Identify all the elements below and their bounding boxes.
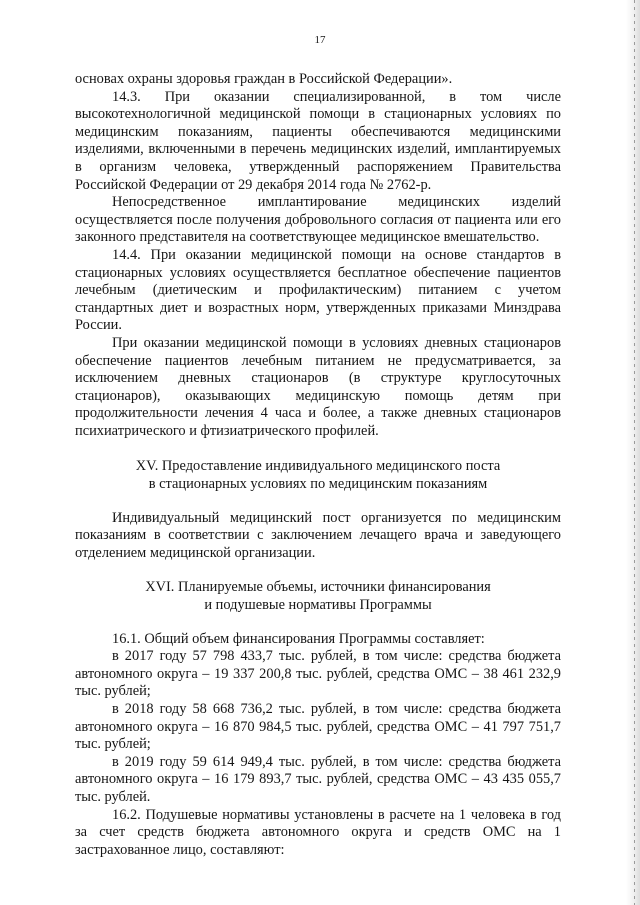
paragraph-14-3: 14.3. При оказании специализированной, в том числе высокотехнологичной медицинской помощи в стационарных условиях по медицинским показаниям, пациенты обеспечиваются медицинскими изделиями, включенными в перечень медицинских изделий, имплантируемых в организм человека, утвержденный распоряжением Правительства Российской Федерации от 29 декабря 2014 года № 2762-р.	[75, 88, 561, 193]
scan-edge	[626, 0, 640, 905]
page-number: 17	[314, 34, 326, 46]
paragraph-2017-funding: в 2017 году 57 798 433,7 тыс. рублей, в том числе: средства бюджета автономного округа – 19 337 200,8 тыс. рублей, средства ОМС – 38 461 232,9 тыс. рублей;	[75, 648, 561, 700]
paragraph-continuation: основах охраны здоровья граждан в Российской Федерации».	[75, 71, 453, 87]
paragraph-implant-consent: Непосредственное имплантирование медицинских изделий осуществляется после получения добровольного согласия от пациента или его законного представителя на соответствующее медицинское вмешательство.	[75, 194, 561, 246]
section-heading-xvi-line2: и подушевые нормативы Программы	[204, 597, 432, 614]
document-body	[75, 71, 561, 859]
paragraph-14-4: 14.4. При оказании медицинской помощи на основе стандартов в стационарных условиях осуществляется бесплатное обеспечение пациентов лечебным (диетическим и профилактическим) питанием с учетом стандартных диет и возрастных норм, утвержденных приказами Минздрава России.	[75, 246, 561, 334]
section-heading-xvi	[75, 579, 561, 614]
paragraph-16-2: 16.2. Подушевые нормативы установлены в расчете на 1 человека в год за счет средств бюджета автономного округа и средств ОМС на 1 застрахованное лицо, составляют:	[75, 806, 561, 858]
section-heading-xv-line1: XV. Предоставление индивидуального медицинского поста	[135, 458, 501, 475]
section-heading-xv	[75, 458, 561, 493]
paragraph-16-1: 16.1. Общий объем финансирования Программы составляет:	[112, 630, 485, 647]
section-heading-xvi-line1: XVI. Планируемые объемы, источники финансирования	[145, 579, 491, 596]
paragraph-2019-funding: в 2019 году 59 614 949,4 тыс. рублей, в том числе: средства бюджета автономного округа – 16 179 893,7 тыс. рублей, средства ОМС – 43 435 055,7 тыс. рублей.	[75, 753, 561, 805]
paragraph-individual-post: Индивидуальный медицинский пост организуется по медицинским показаниям в соответствии с заключением лечащего врача и заведующего отделением медицинской организации.	[75, 509, 561, 561]
paragraph-day-hospital-nutrition: При оказании медицинской помощи в условиях дневных стационаров обеспечение пациентов лечебным питанием не предусматривается, за исключением дневных стационаров (в структуре круглосуточных стационаров), оказывающих медицинскую помощь детям при продолжительности лечения 4 часа и более, а также дневных стационаров психиатрического и фтизиатрического профилей.	[75, 334, 561, 439]
section-heading-xv-line2: в стационарных условиях по медицинским показаниям	[148, 476, 488, 493]
paragraph-2018-funding: в 2018 году 58 668 736,2 тыс. рублей, в том числе: средства бюджета автономного округа – 16 870 984,5 тыс. рублей, средства ОМС – 41 797 751,7 тыс. рублей;	[75, 701, 561, 753]
